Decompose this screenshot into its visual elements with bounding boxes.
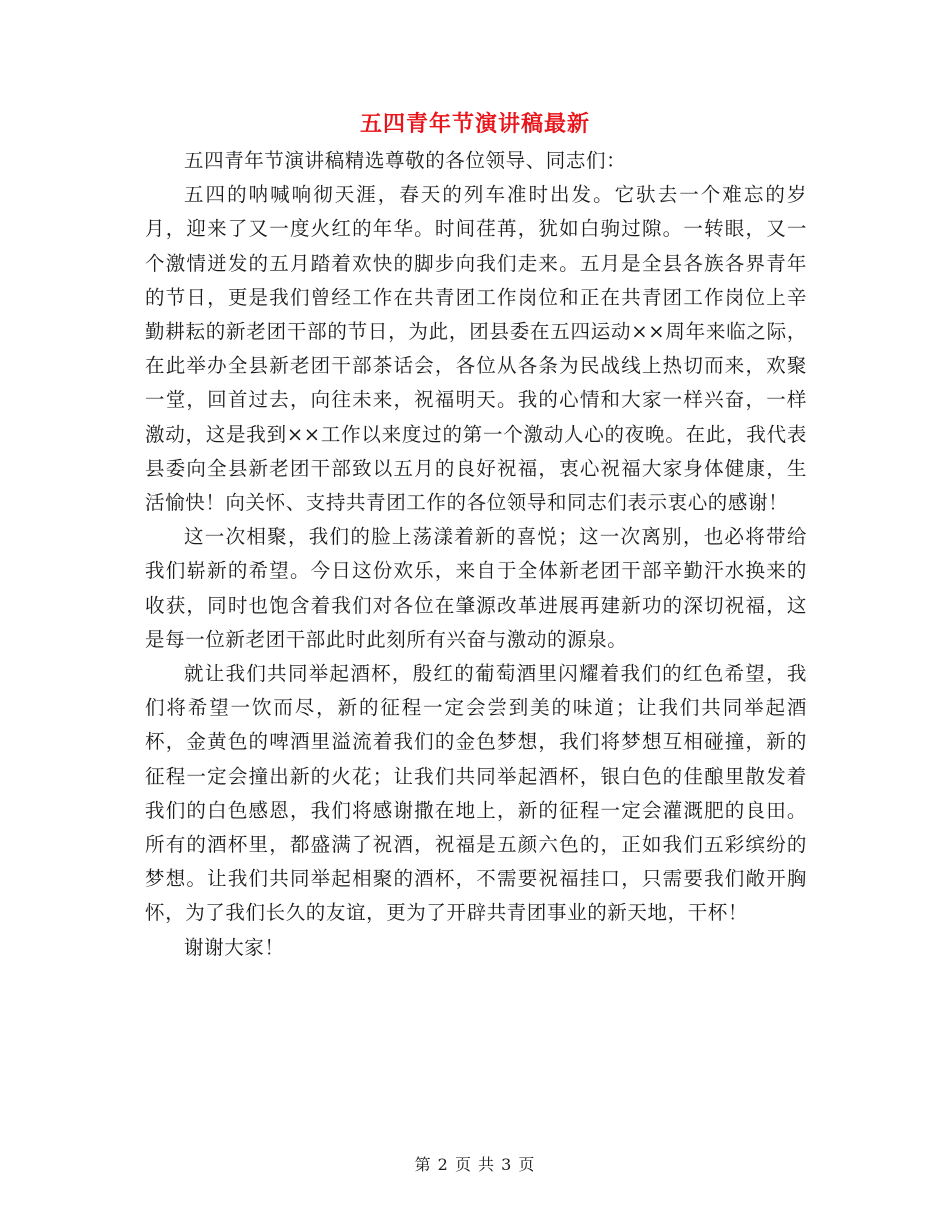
paragraph-2: 这一次相聚，我们的脸上荡漾着新的喜悦；这一次离别，也必将带给我们崭新的希望。今日这份欢乐，来自于全体新老团干部辛勤汗水换来的收获，同时也饱含着我们对各位在肇源改革进展再建新功的深切祝福，这是每一位新老团干部此时此刻所有兴奋与激动的源泉。 bbox=[145, 525, 807, 651]
page-number-label: 第 2 页 共 3 页 bbox=[414, 1155, 536, 1174]
document-body bbox=[145, 144, 807, 965]
paragraph-1: 五四的呐喊响彻天涯，春天的列车准时出发。它驮去一个难忘的岁月，迎来了又一度火红的年华。时间荏苒，犹如白驹过隙。一转眼，又一个激情迸发的五月踏着欢快的脚步向我们走来。五月是全县各族各界青年的节日，更是我们曾经工作在共青团工作岗位和正在共青团工作岗位上辛勤耕耘的新老团干部的节日，为此，团县委在五四运动××周年来临之际，在此举办全县新老团干部茶话会，各位从各条为民战线上热切而来，欢聚一堂，回首过去，向往未来，祝福明天。我的心情和大家一样兴奋，一样激动，这是我到××工作以来度过的第一个激动人心的夜晚。在此，我代表县委向全县新老团干部致以五月的良好祝福，衷心祝福大家身体健康，生活愉快！向关怀、支持共青团工作的各位领导和同志们表示衷心的感谢！ bbox=[145, 183, 807, 515]
paragraph-3: 就让我们共同举起酒杯，殷红的葡萄酒里闪耀着我们的红色希望，我们将希望一饮而尽，新的征程一定会尝到美的味道；让我们共同举起酒杯，金黄色的啤酒里溢流着我们的金色梦想，我们将梦想互相碰撞，新的征程一定会撞出新的火花；让我们共同举起酒杯，银白色的佳酿里散发着我们的白色感恩，我们将感谢撒在地上，新的征程一定会灌溉肥的良田。所有的酒杯里，都盛满了祝酒，祝福是五颜六色的，正如我们五彩缤纷的梦想。让我们共同举起相聚的酒杯，不需要祝福挂口，只需要我们敞开胸怀，为了我们长久的友谊，更为了开辟共青团事业的新天地，干杯！ bbox=[145, 662, 807, 925]
paragraph-closing: 谢谢大家！ bbox=[184, 935, 285, 959]
page-footer bbox=[0, 1154, 950, 1176]
paragraph-salutation: 五四青年节演讲稿精选尊敬的各位领导、同志们： bbox=[184, 149, 627, 172]
document-title: 五四青年节演讲稿最新 bbox=[359, 112, 590, 137]
